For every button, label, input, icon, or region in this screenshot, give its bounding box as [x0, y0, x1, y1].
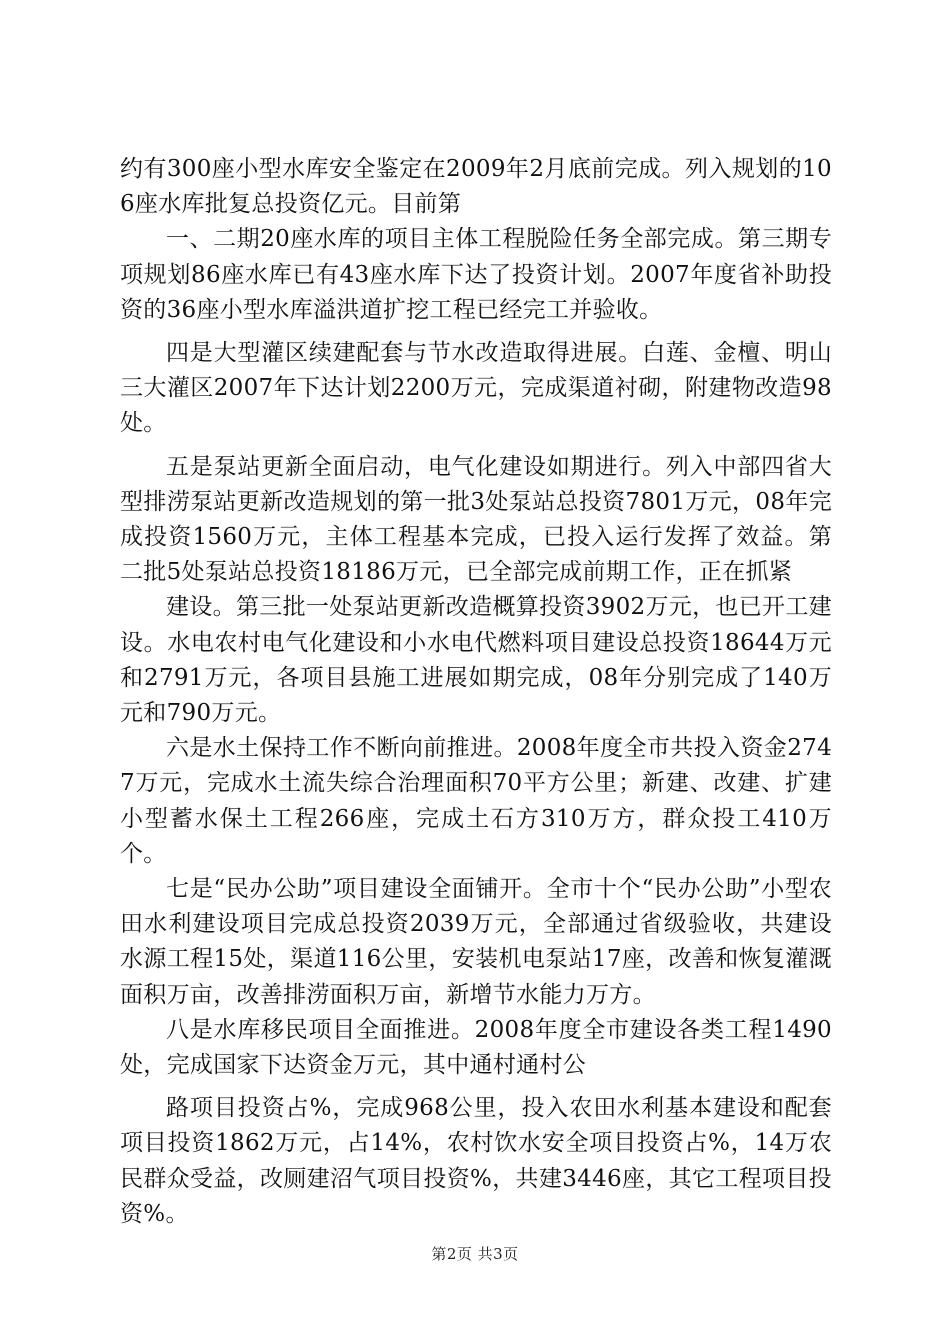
paragraph-6: 六是水土保持工作不断向前推进。2008年度全市共投入资金2747万元，完成水土流失综合治理面积70平方公里；新建、改建、扩建小型蓄水保土工程266座，完成土石方310万方，群众投工410万个。 — [120, 735, 832, 867]
document-body — [120, 152, 832, 1232]
paragraph-8: 八是水库移民项目全面推进。2008年度全市建设各类工程1490处，完成国家下达资金万元，其中通村通村公 — [120, 1016, 832, 1079]
paragraph-4: 五是泵站更新全面启动，电气化建设如期进行。列入中部四省大型排涝泵站更新改造规划的第一批3处泵站总投资7801万元，08年完成投资1560万元，主体工程基本完成，已投入运行发挥了效益。第二批5处泵站总投资18186万元，已全部完成前期工作，正在抓紧 — [120, 453, 832, 586]
paragraph-1: 约有300座小型水库安全鉴定在2009年2月底前完成。列入规划的106座水库批复总投资亿元。目前第 — [120, 156, 832, 218]
paragraph-5: 建设。第三批一处泵站更新改造概算投资3902万元，也已开工建设。水电农村电气化建设和小水电代燃料项目建设总投资18644万元和2791万元，各项目县施工进展如期完成，08年分别完成了140万元和790万元。 — [120, 594, 832, 727]
paragraph-9: 路项目投资占%，完成968公里，投入农田水利基本建设和配套项目投资1862万元，占14%，农村饮水安全项目投资占%，14万农民群众受益，改厕建沼气项目投资%，共建3446座，其它工程项目投资%。 — [120, 1095, 832, 1227]
paragraph-3: 四是大型灌区续建配套与节水改造取得进展。白莲、金檀、明山三大灌区2007年下达计划2200万元，完成渠道衬砌，附建物改造98处。 — [120, 340, 832, 437]
paragraph-7: 七是“民办公助”项目建设全面铺开。全市十个“民办公助”小型农田水利建设项目完成总投资2039万元，全部通过省级验收，共建设水源工程15处，渠道116公里，安装机电泵站17座，改善和恢复灌溉面积万亩，改善排涝面积万亩，新增节水能力万方。 — [120, 876, 832, 1008]
paragraph-2: 一、二期20座水库的项目主体工程脱险任务全部完成。第三期专项规划86座水库已有43座水库下达了投资计划。2007年度省补助投资的36座小型水库溢洪道扩挖工程已经完工并验收。 — [120, 226, 832, 323]
page-number-footer: 第2页 共3页 — [431, 1245, 519, 1263]
